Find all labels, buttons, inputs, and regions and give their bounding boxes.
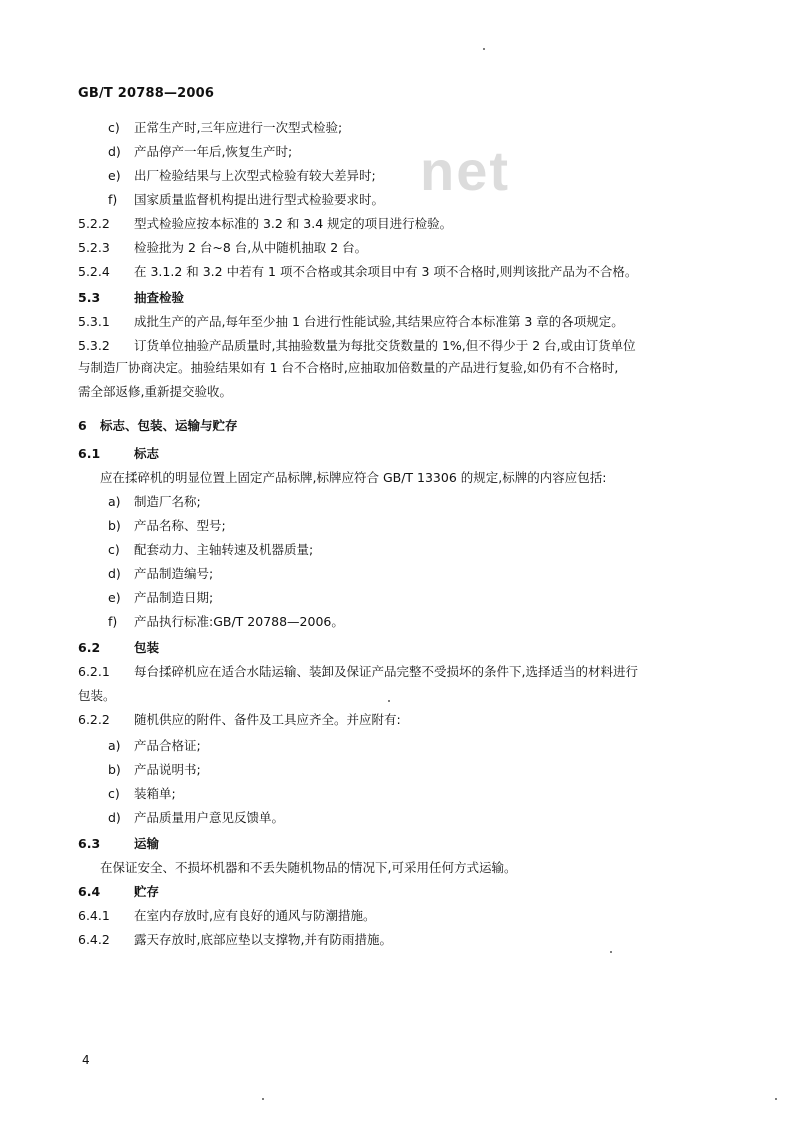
- clause-number: 6.4: [78, 884, 101, 899]
- section-heading: 抽查检验: [134, 290, 185, 305]
- line-text: 应在揉碎机的明显位置上固定产品标牌,标牌应符合 GB/T 13306 的规定,标牌的内容应包括:: [100, 470, 607, 485]
- clause-number: 5.3.2: [78, 338, 110, 353]
- line-text: 产品说明书;: [134, 762, 201, 777]
- clause-number: 6.2.1: [78, 664, 110, 679]
- list-label: a): [108, 494, 121, 509]
- text-line: [108, 590, 213, 606]
- text-line: [78, 884, 159, 900]
- text-line: [108, 738, 201, 754]
- text-line: [108, 614, 344, 630]
- text-line: [108, 494, 201, 510]
- line-text: 国家质量监督机构提出进行型式检验要求时。: [134, 192, 385, 207]
- text-line: [108, 566, 213, 582]
- text-line: [108, 144, 292, 160]
- list-label: e): [108, 168, 121, 183]
- scan-speck: [483, 48, 485, 50]
- list-label: a): [108, 738, 121, 753]
- clause-number: 6: [78, 418, 87, 433]
- page-number: 4: [82, 1053, 90, 1067]
- text-line: [78, 290, 184, 306]
- scan-speck: [388, 700, 390, 702]
- list-label: c): [108, 120, 120, 135]
- list-label: d): [108, 810, 121, 825]
- list-label: d): [108, 566, 121, 581]
- list-label: b): [108, 762, 121, 777]
- list-label: f): [108, 614, 118, 629]
- text-line: [108, 542, 313, 558]
- text-line: [100, 470, 606, 486]
- line-text: 产品执行标准:GB/T 20788—2006。: [134, 614, 344, 629]
- clause-number: 5.3: [78, 290, 101, 305]
- text-line: [78, 216, 452, 232]
- text-line: [78, 688, 116, 704]
- line-text: 露天存放时,底部应垫以支撑物,并有防雨措施。: [134, 932, 392, 947]
- text-line: [78, 932, 392, 948]
- standard-number: GB/T 20788—2006: [78, 86, 215, 101]
- text-line: [108, 518, 226, 534]
- clause-number: 6.1: [78, 446, 101, 461]
- list-label: c): [108, 542, 120, 557]
- clause-number: 6.4.1: [78, 908, 110, 923]
- clause-number: 5.2.4: [78, 264, 110, 279]
- text-line: [78, 338, 636, 354]
- text-line: [78, 664, 638, 680]
- text-line: [108, 192, 384, 208]
- line-text: 装箱单;: [134, 786, 176, 801]
- text-line: [108, 120, 342, 136]
- list-label: b): [108, 518, 121, 533]
- line-text: 随机供应的附件、备件及工具应齐全。并应附有:: [134, 712, 401, 727]
- text-line: [78, 240, 367, 256]
- scan-speck: [775, 1098, 777, 1100]
- line-text: 出厂检验结果与上次型式检验有较大差异时;: [134, 168, 376, 183]
- text-line: [78, 446, 159, 462]
- scan-speck: [262, 1098, 264, 1100]
- line-text: 制造厂名称;: [134, 494, 201, 509]
- text-line: [78, 836, 159, 852]
- list-label: e): [108, 590, 121, 605]
- clause-number: 6.4.2: [78, 932, 110, 947]
- line-text: 在 3.1.2 和 3.2 中若有 1 项不合格或其余项目中有 3 项不合格时,则判该批产品为不合格。: [134, 264, 638, 279]
- text-line: [78, 640, 159, 656]
- text-line: [78, 384, 232, 400]
- section-heading: 贮存: [134, 884, 160, 899]
- text-line: [78, 314, 624, 330]
- text-line: [108, 168, 376, 184]
- text-line: [108, 810, 284, 826]
- list-label: c): [108, 786, 120, 801]
- section-heading: 运输: [134, 836, 160, 851]
- text-line: [78, 360, 618, 376]
- text-line: [100, 860, 516, 876]
- line-text: 检验批为 2 台~8 台,从中随机抽取 2 台。: [134, 240, 368, 255]
- line-text: 订货单位抽验产品质量时,其抽验数量为每批交货数量的 1%,但不得少于 2 台,或由订货单位: [134, 338, 636, 353]
- line-text: 正常生产时,三年应进行一次型式检验;: [134, 120, 343, 135]
- line-text: 产品制造日期;: [134, 590, 214, 605]
- clause-number: 5.2.2: [78, 216, 110, 231]
- clause-number: 6.2: [78, 640, 101, 655]
- line-text: 配套动力、主轴转速及机器质量;: [134, 542, 314, 557]
- line-text: 产品质量用户意见反馈单。: [134, 810, 285, 825]
- watermark: net: [420, 139, 510, 202]
- line-text: 需全部返修,重新提交验收。: [78, 384, 232, 399]
- text-line: [78, 712, 401, 728]
- list-label: f): [108, 192, 118, 207]
- section-heading: 包装: [134, 640, 160, 655]
- line-text: 产品制造编号;: [134, 566, 214, 581]
- line-text: 与制造厂协商决定。抽验结果如有 1 台不合格时,应抽取加倍数量的产品进行复验,如仍有不合格时,: [78, 360, 619, 375]
- text-line: [108, 786, 176, 802]
- line-text: 在保证安全、不损坏机器和不丢失随机物品的情况下,可采用任何方式运输。: [100, 860, 517, 875]
- line-text: 型式检验应按本标准的 3.2 和 3.4 规定的项目进行检验。: [134, 216, 453, 231]
- text-line: [108, 762, 201, 778]
- section-heading: 标志: [134, 446, 160, 461]
- section-heading: 标志、包装、运输与贮存: [100, 418, 238, 433]
- scan-speck: [610, 951, 612, 953]
- text-line: [78, 264, 637, 280]
- line-text: 在室内存放时,应有良好的通风与防潮措施。: [134, 908, 376, 923]
- line-text: 产品名称、型号;: [134, 518, 226, 533]
- line-text: 产品合格证;: [134, 738, 201, 753]
- clause-number: 6.2.2: [78, 712, 110, 727]
- clause-number: 5.2.3: [78, 240, 110, 255]
- line-text: 包装。: [78, 688, 116, 703]
- line-text: 成批生产的产品,每年至少抽 1 台进行性能试验,其结果应符合本标准第 3 章的各项规定。: [134, 314, 624, 329]
- line-text: 每台揉碎机应在适合水陆运输、装卸及保证产品完整不受损坏的条件下,选择适当的材料进行: [134, 664, 638, 679]
- clause-number: 6.3: [78, 836, 101, 851]
- text-line: [78, 418, 238, 434]
- clause-number: 5.3.1: [78, 314, 110, 329]
- list-label: d): [108, 144, 121, 159]
- line-text: 产品停产一年后,恢复生产时;: [134, 144, 293, 159]
- text-line: [78, 908, 375, 924]
